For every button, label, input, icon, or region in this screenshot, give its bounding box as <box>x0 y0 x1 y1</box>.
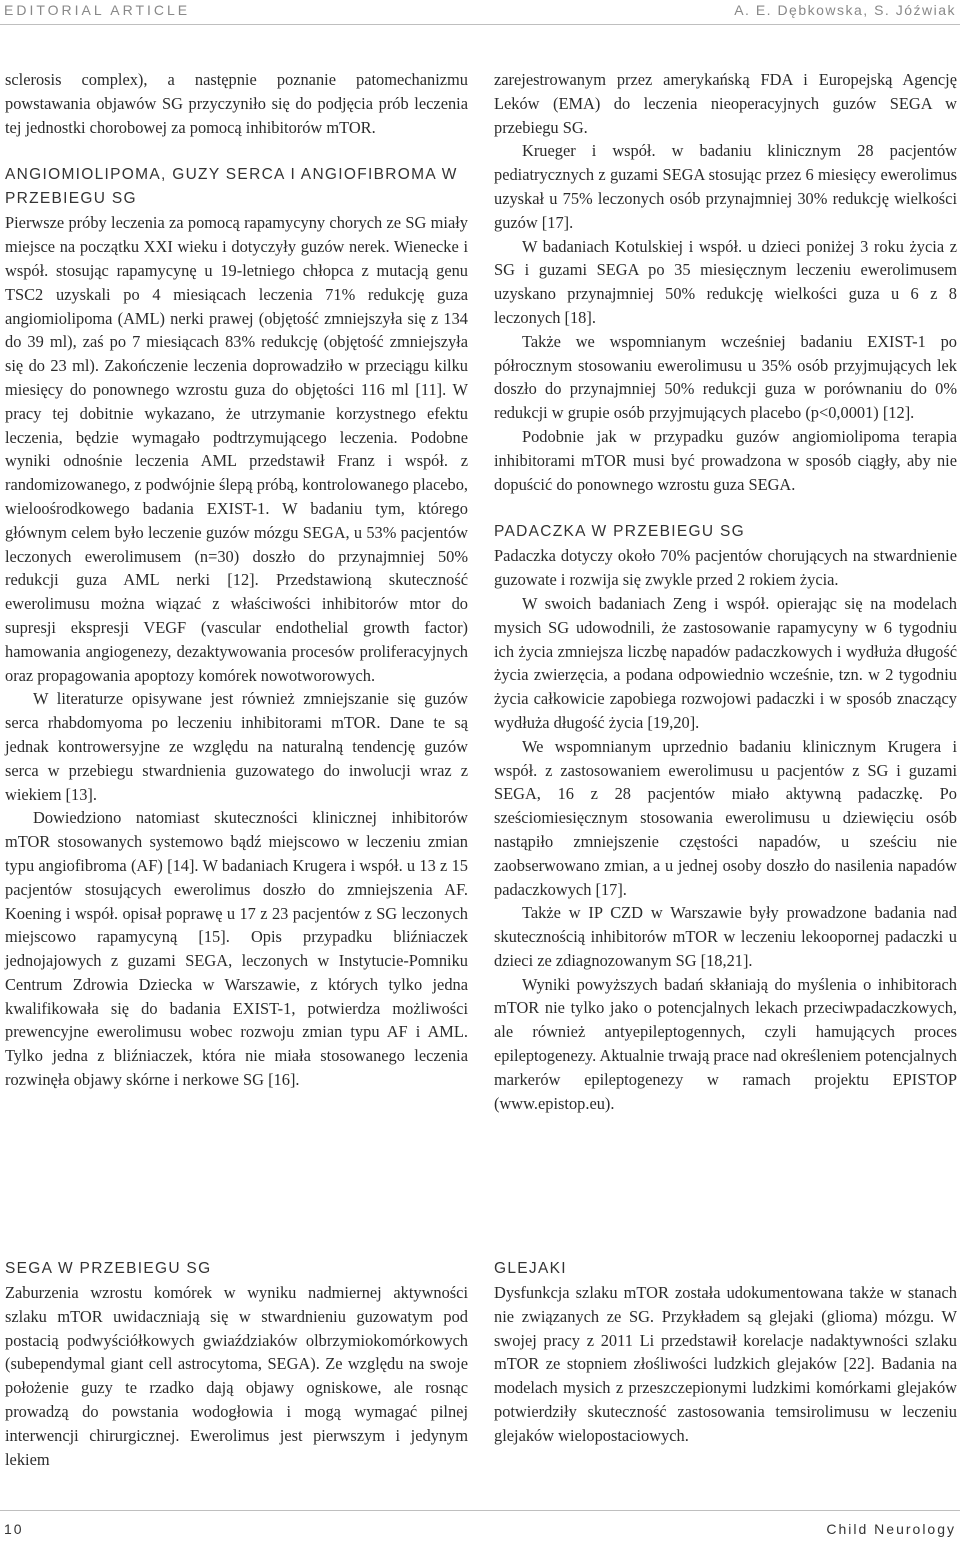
intro-paragraph: sclerosis complex), a następnie poznanie patomechanizmu powstawania objawów SG przyczyniło się do podjęcia prób leczenia tej jednostki chorobowej za pomocą inhibitorów mTOR. <box>5 70 468 137</box>
paragraph: Dowiedziono natomiast skuteczności klinicznej inhibitorów mTOR stosowanych systemowo bądź miejscowo w leczeniu zmian typu angiofibroma (AF) [14]. W badaniach Krugera i współ. u 13 z 15 pacjentów stosujących ewerolimus doszło do zmniejszenia AF. Koening i współ. opisał poprawę u 17 z 23 pacjentów z SG leczonych miejscowo rapamycyną [15]. Opis przypadku bliźniaczek jednojajowych z guzami SEGA, leczonych w Instytucie-Pomniku Centrum Zdrowia Dziecka w Warszawie, z których tylko jedna kwalifikowała się do badania EXIST-1, potwierdza możliwości prewencyjne ewerolimusu wobec rozwoju zmian typu AF i AML. Tylko jedna z bliźniaczek, która nie miała stosowanego leczenia rozwinęła objawy skórne i nerkowe SG [16]. <box>5 808 468 1090</box>
paragraph: Dysfunkcja szlaku mTOR została udokumentowana także w stanach nie związanych ze SG. Przykładem są glejaki (glioma) mózgu. W swojej pracy z 2011 Li przedstawił korelacje nadaktywności szlaku mTOR ze stopniem złośliwości ludzkich glejaków [22]. Badania na modelach mysich z przeszczepionymi ludzkimi komórkami glejaków potwierdziły skuteczność zastosowania temsirolimusu w leczeniu glejaków wielopostaciowych. <box>494 1283 957 1445</box>
section-heading-sega: SEGA W PRZEBIEGU SG <box>5 1260 212 1277</box>
right-column-lower <box>494 1257 957 1448</box>
paragraph: Pierwsze próby leczenia za pomocą rapamycyny chorych ze SG miały miejsce na początku XXI wieku i dotyczyły guzów nerek. Wienecke i współ. stosując rapamycynę u 19-letniego chłopca z mutacją genu TSC2 uzyskali po 4 miesiącach leczenia 71% redukcję guza angiomiolipoma (AML) nerki prawej (objętość zmniejszyła się z 134 do 39 ml), zaś po 7 miesiącach 83% redukcję (objętość zmniejszyła się do 23 ml). Zakończenie leczenia doprowadziło w przeciągu kilku miesięcy do ponownego wzrostu guza do objętości 116 ml [11]. W pracy tej dobitnie wykazano, że utrzymanie korzystnego efektu leczenia, będzie wymagało podtrzymującego leczenia. Podobne wyniki odnośnie leczenia AML przedstawił Franz i współ. z randomizowanego, z podwójnie ślepą próbą, kontrolowanego placebo, wieloośrodkowego badania EXIST-1. W badaniu tym, którego głównym celem było leczenie guzów mózgu SEGA, u 53% pacjentów leczonych ewerolimusem (n=30) doszło do przynajmniej 50% redukcji guza AML nerki [12]. Przedstawioną skuteczność ewerolimusu można wiązać z właściwości inhibitorów mtor do supresji ekspresji VEGF (vascular endothelial growth factor) hamowania angiogenezy, dezaktywowania procesów proliferacyjnych oraz propagowania apoptozy komórek nowotworowych. <box>5 213 468 685</box>
paragraph: Podobnie jak w przypadku guzów angiomiolipoma terapia inhibitorami mTOR musi być prowadzona w sposób ciągły, aby nie dopuścić do ponownego wzrostu guza SEGA. <box>494 426 957 494</box>
journal-name: Child Neurology <box>826 1521 956 1537</box>
section-label: EDITORIAL ARTICLE <box>4 2 191 18</box>
left-column-upper <box>5 68 468 1092</box>
header-divider <box>0 24 960 25</box>
paragraph: Padaczka dotyczy około 70% pacjentów chorujących na stwardnienie guzowate i rozwija się zwykle przed 2 rokiem życia. <box>494 546 957 590</box>
paragraph: W swoich badaniach Zeng i współ. opierając się na modelach mysich SG udowodnili, że zastosowanie rapamycyny w 6 tygodniu ich życia zmniejsza liczbę napadów padaczkowych i wydłuża długość życia zwierzęcia, a podana odpowiednio wcześnie, tzn. w 2 tygodniu życia całkowicie zapobiega rozwojowi padaczki i w sposób znaczący wydłuża długość życia [19,20]. <box>494 593 957 732</box>
paragraph: Zaburzenia wzrostu komórek w wyniku nadmiernej aktywności szlaku mTOR uwidaczniają się w stwardnieniu guzowatym pod postacią podwyściółkowych gwiaździaków olbrzymiokomórkowych (subependymal giant cell astrocytoma, SEGA). Ze względu na swoje położenie guzy te rzadko dają objawy ogniskowe, ale rosnąc prowadzą do powstania wodogłowia i mogą wymagać pilnej interwencji chirurgicznej. Ewerolimus jest pierwszym i jedynym lekiem <box>5 1283 468 1469</box>
section-heading-glejaki: GLEJAKI <box>494 1260 567 1277</box>
paragraph: Także we wspomnianym wcześniej badaniu EXIST-1 po półrocznym stosowaniu ewerolimusu u 35% osób przyjmujących lek doszło do przynajmniej 50% redukcji guza w porównaniu do 0% redukcji w grupie osób przyjmujących placebo (p<0,0001) [12]. <box>494 331 957 423</box>
right-column-upper <box>494 68 957 1115</box>
left-column-lower <box>5 1257 468 1471</box>
paragraph: zarejestrowanym przez amerykańską FDA i Europejską Agencję Leków (EMA) do leczenia nieoperacyjnych guzów SEGA w przebiegu SG. <box>494 70 957 137</box>
page-number: 10 <box>4 1521 24 1537</box>
section-heading-padaczka: PADACZKA W PRZEBIEGU SG <box>494 523 745 541</box>
paragraph: Krueger i współ. w badaniu klinicznym 28 pacjentów pediatrycznych z guzami SEGA stosując przez 6 miesięcy ewerolimus uzyskał u 75% leczonych osób przynajmniej 30% redukcję wielkości guzów [17]. <box>494 141 957 232</box>
paragraph: Także w IP CZD w Warszawie były prowadzone badania nad skutecznością inhibitorów mTOR w leczeniu lekoopornej padaczki u dzieci ze zdiagnozowanym SG [18,21]. <box>494 903 957 970</box>
section-heading-angiomiolipoma: ANGIOMIOLIPOMA, GUZY SERCA I ANGIOFIBROMA W PRZEBIEGU SG <box>5 166 458 208</box>
paragraph: We wspomnianym uprzednio badaniu klinicznym Krugera i współ. z zastosowaniem ewerolimusu u pacjentów z SG i guzami SEGA, 16 z 28 pacjentów miało aktywną padaczkę. Po sześciomiesięcznym stosowania ewerolimusu u dziewięciu osób nastąpiło zmniejszenie częstości napadów, u sześciu nie zaobserwowano zmian, a u jednej osoby doszło do nasilenia napadów padaczkowych [17]. <box>494 736 957 899</box>
authors-running-head: A. E. Dębkowska, S. Jóźwiak <box>734 2 956 18</box>
footer-divider <box>0 1510 960 1511</box>
paragraph: W literaturze opisywane jest również zmniejszanie się guzów serca rhabdomyoma po leczeniu inhibitorami mTOR. Dane te są jednak kontrowersyjne ze względu na naturalną tendencję guzów serca w przebiegu stwardnienia guzowatego do inwolucji wraz z wiekiem [13]. <box>5 689 468 804</box>
paragraph: Wyniki powyższych badań skłaniają do myślenia o inhibitorach mTOR nie tylko jako o potencjalnych lekach przeciwpadaczkowych, ale również antyepileptogennych, czyli hamujących proces epileptogenezy. Aktualnie trwają prace nad określeniem potencjalnych markerów epileptogenezy w ramach projektu EPISTOP (www.epistop.eu). <box>494 974 957 1113</box>
paragraph: W badaniach Kotulskiej i współ. u dzieci poniżej 3 roku życia z SG i guzami SEGA po 35 miesięcznym leczeniu ewerolimusem uzyskano przynajmniej 50% redukcję wielkości guza u 6 z 8 leczonych [18]. <box>494 236 957 327</box>
